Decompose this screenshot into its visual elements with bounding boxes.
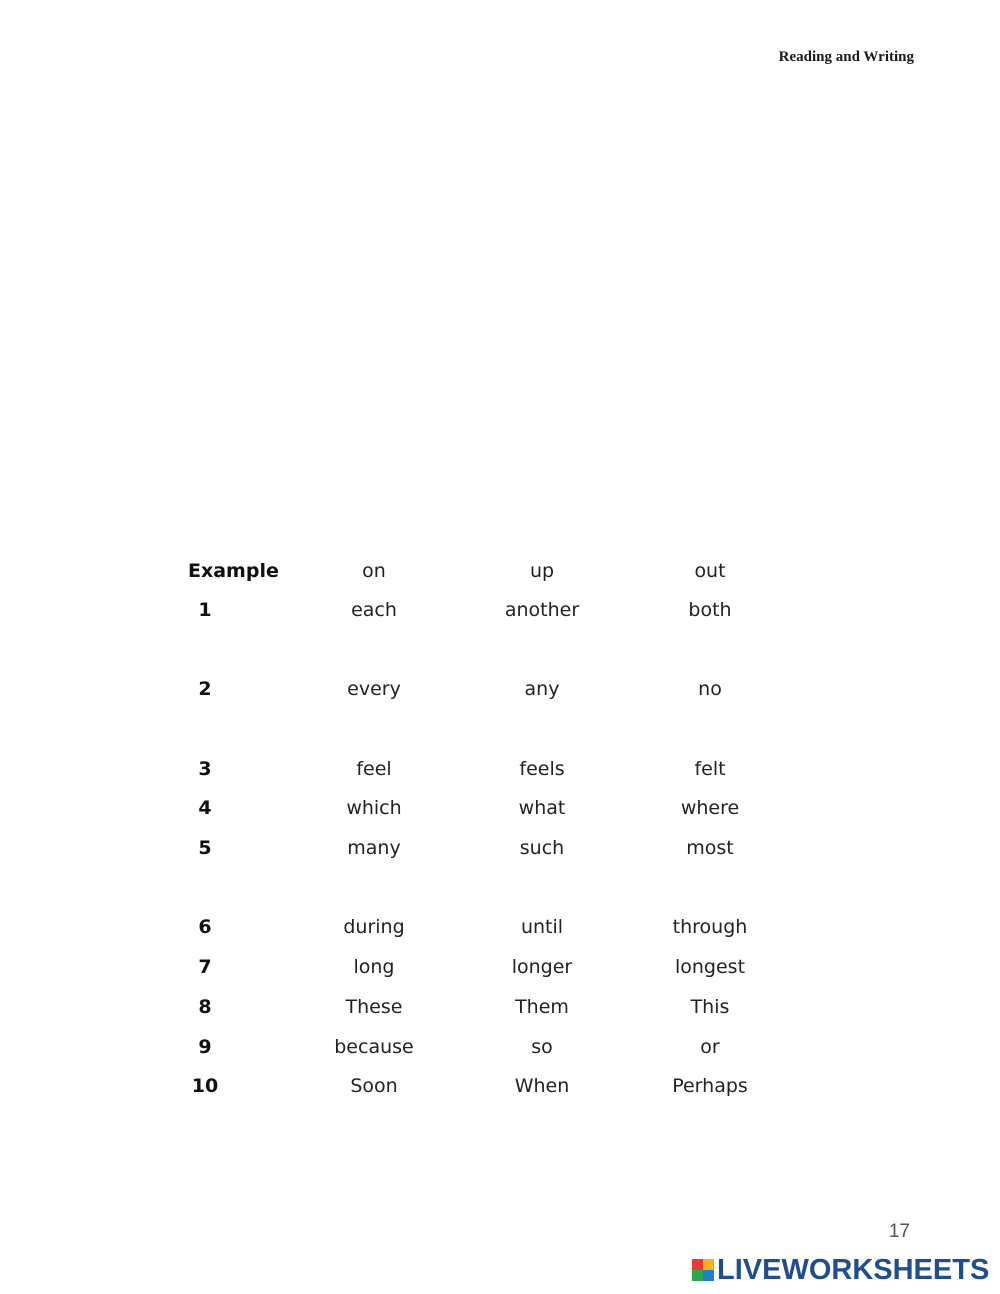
option-a: during [343,916,405,938]
row-label: 1 [198,599,212,621]
option-c: most [686,837,734,859]
option-b: until [520,916,564,938]
row-label: 4 [198,797,212,819]
option-c: where [680,797,740,819]
option-c: through [672,916,748,938]
table-row-10 [0,1071,1000,1101]
table-row-4 [0,793,1000,823]
logo-square-blue [703,1270,714,1281]
table-row-9 [0,1032,1000,1062]
logo-square-red [692,1259,703,1270]
option-b: up [529,560,555,582]
option-c: or [700,1036,720,1058]
brand-name: LIVEWORKSHEETS [717,1253,990,1286]
table-row-6 [0,912,1000,942]
section-title: Reading and Writing [778,49,914,65]
option-a: feel [356,758,392,780]
row-label: 8 [198,996,212,1018]
row-label: 5 [198,837,212,859]
option-a: Soon [350,1075,398,1097]
option-a: on [362,560,386,582]
option-c: longest [674,956,746,978]
table-row-example [0,556,1000,586]
option-c: both [688,599,732,621]
option-b: any [524,678,560,700]
option-a: which [346,797,402,819]
option-a: These [345,996,403,1018]
liveworksheets-logo [692,1253,989,1287]
option-a: long [353,956,395,978]
option-b: so [531,1036,553,1058]
row-label: Example [188,560,279,582]
table-row-3 [0,754,1000,784]
option-c: no [698,678,722,700]
table-row-1 [0,595,1000,625]
option-a: many [347,837,401,859]
option-b: such [519,837,565,859]
table-row-2 [0,674,1000,704]
row-label: 2 [198,678,212,700]
option-c: This [690,996,730,1018]
option-c: out [694,560,726,582]
option-c: felt [694,758,726,780]
row-label: 9 [198,1036,212,1058]
option-a: because [334,1036,414,1058]
logo-square-green [692,1270,703,1281]
row-label: 7 [198,956,212,978]
page-number: 17 [888,1221,910,1242]
option-a: every [347,678,401,700]
row-label: 3 [198,758,212,780]
option-b: feels [519,758,565,780]
row-label: 10 [191,1075,219,1097]
table-row-7 [0,952,1000,982]
table-row-8 [0,992,1000,1022]
option-c: Perhaps [672,1075,748,1097]
liveworksheets-logo-icon [692,1259,714,1281]
option-b: another [504,599,580,621]
option-b: When [514,1075,570,1097]
option-b: Them [515,996,569,1018]
option-b: what [518,797,566,819]
option-a: each [351,599,397,621]
option-b: longer [511,956,573,978]
logo-square-yellow [703,1259,714,1270]
table-row-5 [0,833,1000,863]
row-label: 6 [198,916,212,938]
